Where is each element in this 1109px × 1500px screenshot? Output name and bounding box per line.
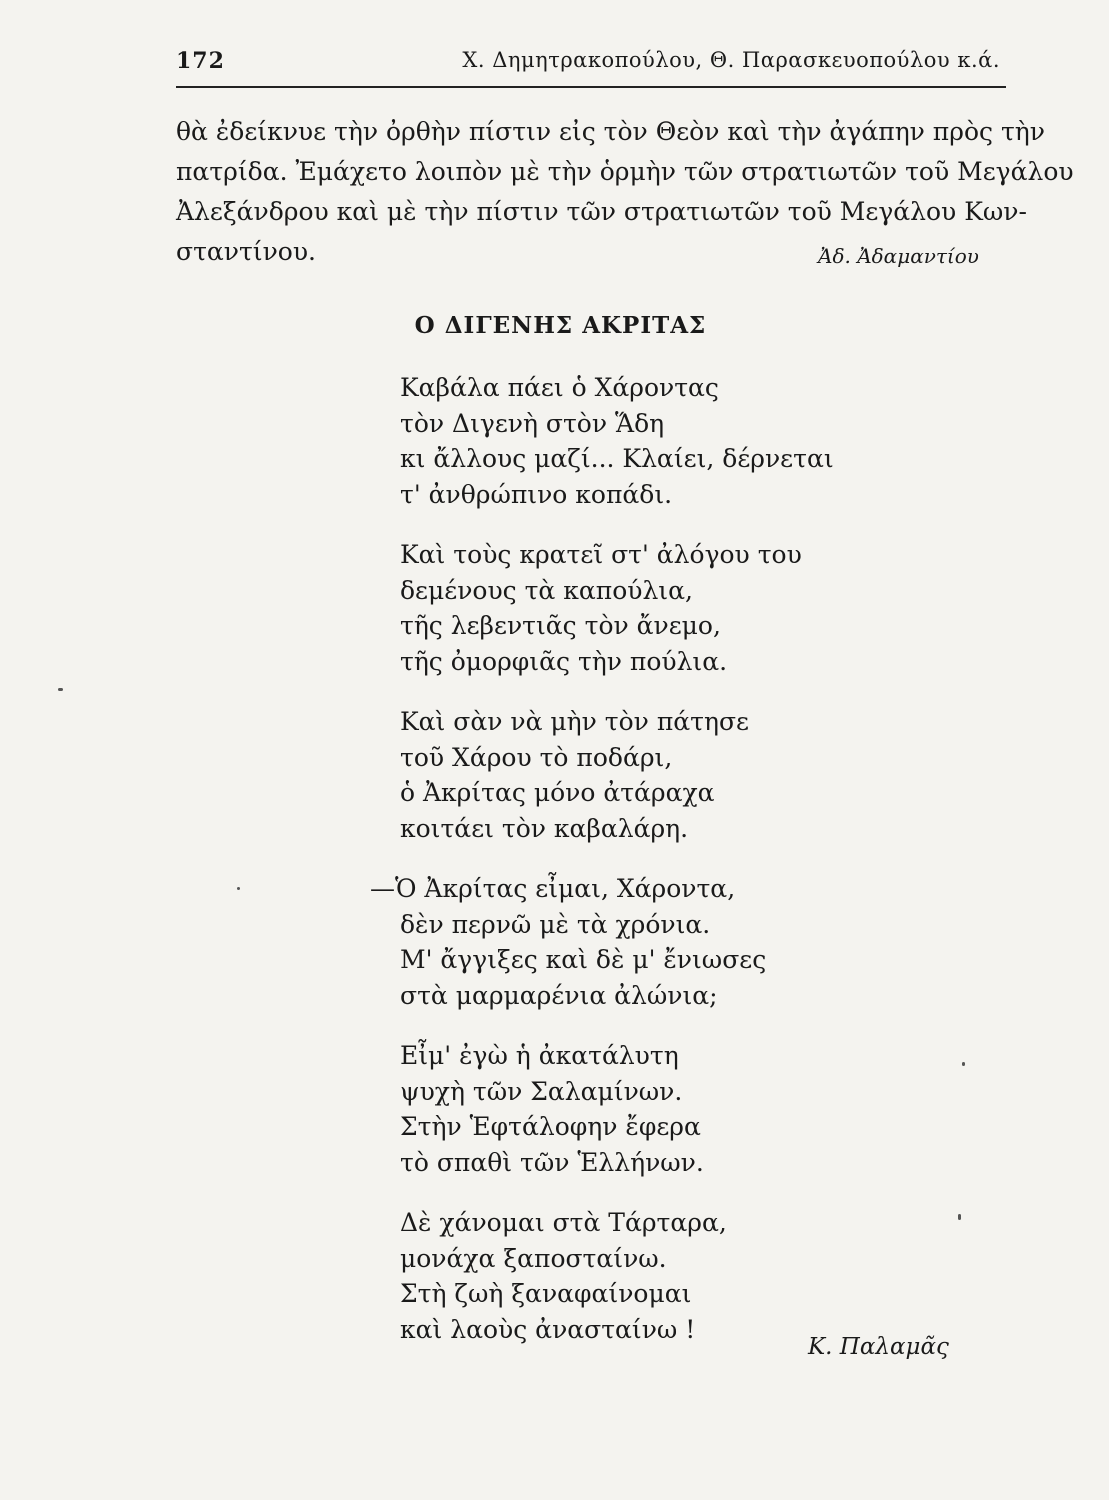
poem-verse: —Ὁ Ἀκρίτας εἶμαι, Χάροντα,	[370, 874, 736, 903]
poem-verse: Στὴν Ἑφτάλοφην ἔφερα	[400, 1112, 701, 1141]
poem-verse: τὸ σπαθὶ τῶν Ἑλλήνων.	[400, 1147, 704, 1177]
print-speck	[962, 1062, 965, 1066]
print-speck	[237, 887, 240, 890]
poem-verse: κι ἄλλους μαζί... Κλαίει, δέρνεται	[400, 444, 834, 473]
prose-line: πατρίδα. Ἐμάχετο λοιπὸν μὲ τὴν ὁρμὴν τῶν στρατιωτῶν τοῦ Μεγάλου	[176, 157, 1074, 186]
poem-title: Ο ΔΙΓΕΝΗΣ ΑΚΡΙΤΑΣ	[414, 312, 707, 339]
poem-stanza	[400, 1205, 880, 1347]
header-rule	[176, 86, 1006, 88]
poem-verse: μονάχα ξαποσταίνω.	[400, 1243, 667, 1273]
prose-author-signature: Ἀδ. Ἀδαμαντίου	[818, 244, 979, 268]
poem-verse: τὸν Διγενὴ στὸν Ἅδη	[400, 408, 665, 438]
poem-verse: Καὶ σὰν νὰ μὴν τὸν πάτησε	[400, 707, 749, 736]
poem-verse: Καβάλα πάει ὁ Χάροντας	[400, 373, 719, 402]
poem-stanza	[400, 370, 880, 512]
poem-stanza	[400, 1038, 880, 1180]
poem-verse: Μ' ἄγγιξες καὶ δὲ μ' ἔνιωσες	[400, 945, 767, 974]
poem-verse: Καὶ τοὺς κρατεῖ στ' ἀλόγου του	[400, 540, 802, 569]
poem-verse: τῆς ὀμορφιᾶς τὴν πούλια.	[400, 646, 728, 676]
running-head-authors: Χ. Δημητρακοπούλου, Θ. Παρασκευοπούλου κ.ά.	[462, 48, 1000, 72]
poem-author-signature: Κ. Παλαμᾶς	[808, 1334, 949, 1360]
print-speck	[58, 688, 63, 691]
poem-verse: τ' ἀνθρώπινο κοπάδι.	[400, 479, 673, 509]
print-speck	[958, 1214, 961, 1220]
poem-verse: στὰ μαρμαρένια ἀλώνια;	[400, 980, 718, 1010]
poem-stanza	[400, 537, 880, 679]
poem-verse: δεμένους τὰ καπούλια,	[400, 575, 693, 605]
poem-verse: ψυχὴ τῶν Σαλαμίνων.	[400, 1076, 683, 1106]
poem-verse: ὁ Ἀκρίτας μόνο ἀτάραχα	[400, 778, 715, 807]
poem-verse: δὲν περνῶ μὲ τὰ χρόνια.	[400, 909, 711, 939]
poem-verse: κοιτάει τὸν καβαλάρη.	[400, 813, 689, 843]
poem-verse: Δὲ χάνομαι στὰ Τάρταρα,	[400, 1208, 727, 1237]
poem-verse: τῆς λεβεντιᾶς τὸν ἄνεμο,	[400, 611, 721, 640]
poem-stanza	[370, 871, 880, 1013]
prose-line: Ἀλεξάνδρου καὶ μὲ τὴν πίστιν τῶν στρατιωτῶν τοῦ Μεγάλου Κων-	[176, 197, 1027, 226]
poem-verse: Στὴ ζωὴ ξαναφαίνομαι	[400, 1279, 692, 1308]
poem-stanza	[400, 704, 880, 846]
poem-verse: τοῦ Χάρου τὸ ποδάρι,	[400, 742, 673, 772]
prose-line: θὰ ἐδείκνυε τὴν ὀρθὴν πίστιν εἰς τὸν Θεὸν καὶ τὴν ἀγάπην πρὸς τὴν	[176, 117, 1045, 146]
running-head	[176, 48, 1006, 84]
poem-verse: Εἶμ' ἐγὼ ἡ ἀκατάλυτη	[400, 1041, 679, 1070]
prose-line: σταντίνου.	[176, 237, 317, 266]
poem-body	[370, 370, 880, 1372]
page-number: 172	[176, 48, 225, 74]
poem-verse: καὶ λαοὺς ἀνασταίνω !	[400, 1314, 696, 1344]
